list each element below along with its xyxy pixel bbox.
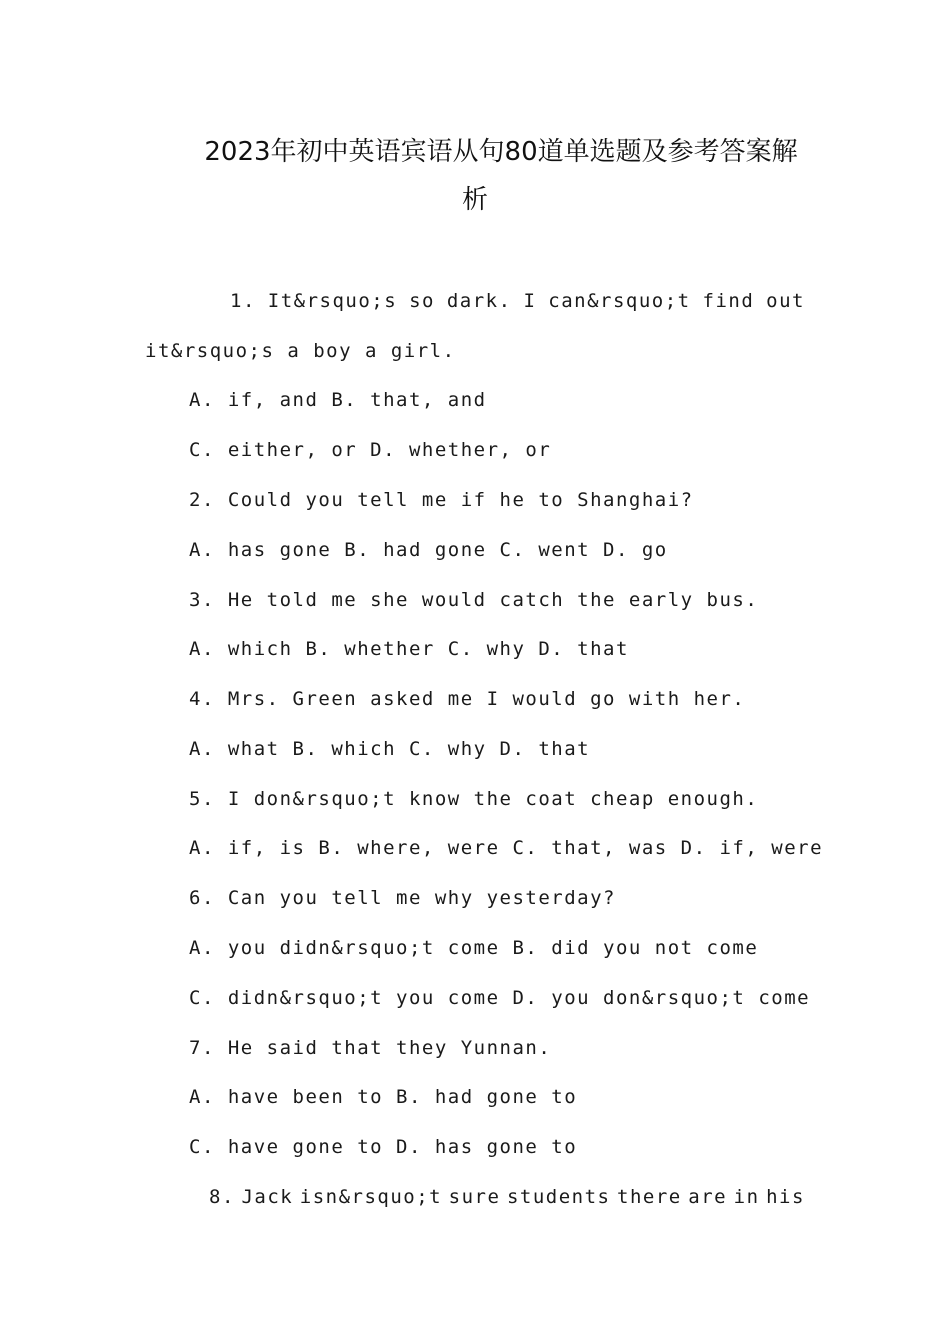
word: 1. xyxy=(230,290,256,312)
question-1-stem xyxy=(230,287,805,315)
word: I xyxy=(523,290,537,312)
question-7-stem: 7. He said that they Yunnan. xyxy=(189,1037,552,1059)
question-2-options: A. has gone B. had gone C. went D. go xyxy=(189,539,668,561)
question-5-options: A. if, is B. where, were C. that, was D. if, were xyxy=(189,837,824,859)
word: so xyxy=(409,290,435,312)
word: isn&rsquo;t xyxy=(299,1186,443,1208)
word: out xyxy=(766,290,805,312)
word: find xyxy=(702,290,755,312)
word: Jack xyxy=(241,1186,294,1208)
word: sure xyxy=(448,1186,501,1208)
word: there xyxy=(617,1186,682,1208)
word: in xyxy=(733,1186,760,1208)
word: students xyxy=(506,1186,611,1208)
word: are xyxy=(688,1186,728,1208)
word: dark. xyxy=(446,290,512,312)
question-6-options-ab: A. you didn&rsquo;t come B. did you not come xyxy=(189,937,759,959)
word: can&rsquo;t xyxy=(548,290,691,312)
question-1-options-cd: C. either, or D. whether, or xyxy=(189,439,552,461)
question-2-stem: 2. Could you tell me if he to Shanghai? xyxy=(189,489,694,511)
question-5-stem: 5. I don&rsquo;t know the coat cheap enough. xyxy=(189,788,759,810)
word: 8. xyxy=(209,1186,235,1208)
question-3-options: A. which B. whether C. why D. that xyxy=(189,638,629,660)
question-8-stem xyxy=(209,1183,805,1211)
question-4-options: A. what B. which C. why D. that xyxy=(189,738,591,760)
question-7-options-cd: C. have gone to D. has gone to xyxy=(189,1136,578,1158)
document-title-continued: 析 xyxy=(461,185,488,215)
question-4-stem: 4. Mrs. Green asked me I would go with her. xyxy=(189,688,746,710)
question-6-options-cd: C. didn&rsquo;t you come D. you don&rsquo;t come xyxy=(189,987,811,1009)
document-title: 2023年初中英语宾语从句80道单选题及参考答案解 xyxy=(204,137,798,167)
word: his xyxy=(766,1186,805,1208)
question-3-stem: 3. He told me she would catch the early bus. xyxy=(189,589,759,611)
question-7-options-ab: A. have been to B. had gone to xyxy=(189,1086,578,1108)
word: It&rsquo;s xyxy=(267,290,398,312)
question-1-options-ab: A. if, and B. that, and xyxy=(189,389,487,411)
question-1-stem-continued: it&rsquo;s a boy a girl. xyxy=(145,340,456,362)
question-6-stem: 6. Can you tell me why yesterday? xyxy=(189,887,616,909)
